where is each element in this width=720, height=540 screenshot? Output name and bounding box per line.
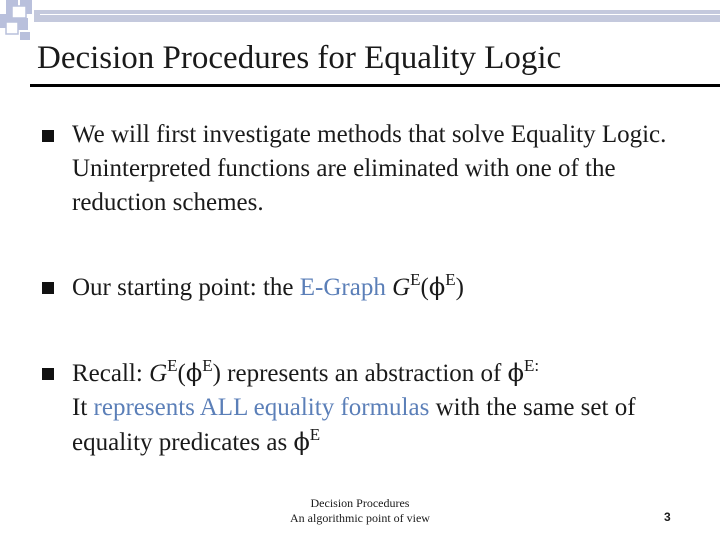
title-underline <box>30 84 720 87</box>
phi-symbol: ϕ <box>293 428 310 456</box>
line2-prefix: It <box>72 394 94 421</box>
highlight-phrase: represents ALL equality formulas <box>93 394 430 421</box>
bullet-middle: represents an abstraction of <box>220 360 508 387</box>
superscript-e: E <box>202 356 213 375</box>
bullet-text: Our starting point: the E-Graph $G^E(\phi^E)$ <box>72 270 464 301</box>
bullet-item-1 <box>42 118 682 220</box>
bullet-prefix: Our starting point: the <box>72 274 300 301</box>
slide-title: Decision Procedures for Equality Logic <box>37 40 562 76</box>
e-graph-term: E-Graph <box>299 274 386 301</box>
superscript-e: E <box>410 270 421 289</box>
phi-symbol: ϕ <box>507 359 524 387</box>
footer-line-1: Decision Procedures <box>310 496 410 510</box>
square-bullet-icon <box>42 130 54 142</box>
line2-suffix: with the same set of equality predicates as <box>72 394 636 456</box>
bullet-item-2 <box>42 270 682 305</box>
phi-symbol: ϕ <box>185 359 203 387</box>
square-bullet-icon <box>42 282 54 294</box>
graph-symbol: G <box>149 360 168 387</box>
bullet-prefix: Recall: <box>72 360 150 387</box>
superscript-e: E <box>309 425 321 444</box>
page-number: 3 <box>664 510 671 524</box>
bullet-item-3 <box>42 356 682 460</box>
bullet-text: Recall: $G^E(\phi^E)$ represents an abstraction of $\phi^{E:}$ It represents ALL equality formulas with the same set of equality predicates as $\phi^E$ <box>72 356 636 456</box>
graph-symbol: G <box>392 274 411 301</box>
bullet-text: We will first investigate methods that solve Equality Logic. Uninterpreted functions are eliminated with one of the reduction schemes. <box>72 121 667 216</box>
footer <box>200 496 520 526</box>
phi-symbol: ϕ <box>428 273 446 301</box>
superscript-e: E: <box>523 356 540 375</box>
square-bullet-icon <box>42 368 54 380</box>
superscript-e: E <box>167 356 178 375</box>
superscript-e: E <box>445 270 456 289</box>
footer-line-2: An algorithmic point of view <box>290 511 430 525</box>
